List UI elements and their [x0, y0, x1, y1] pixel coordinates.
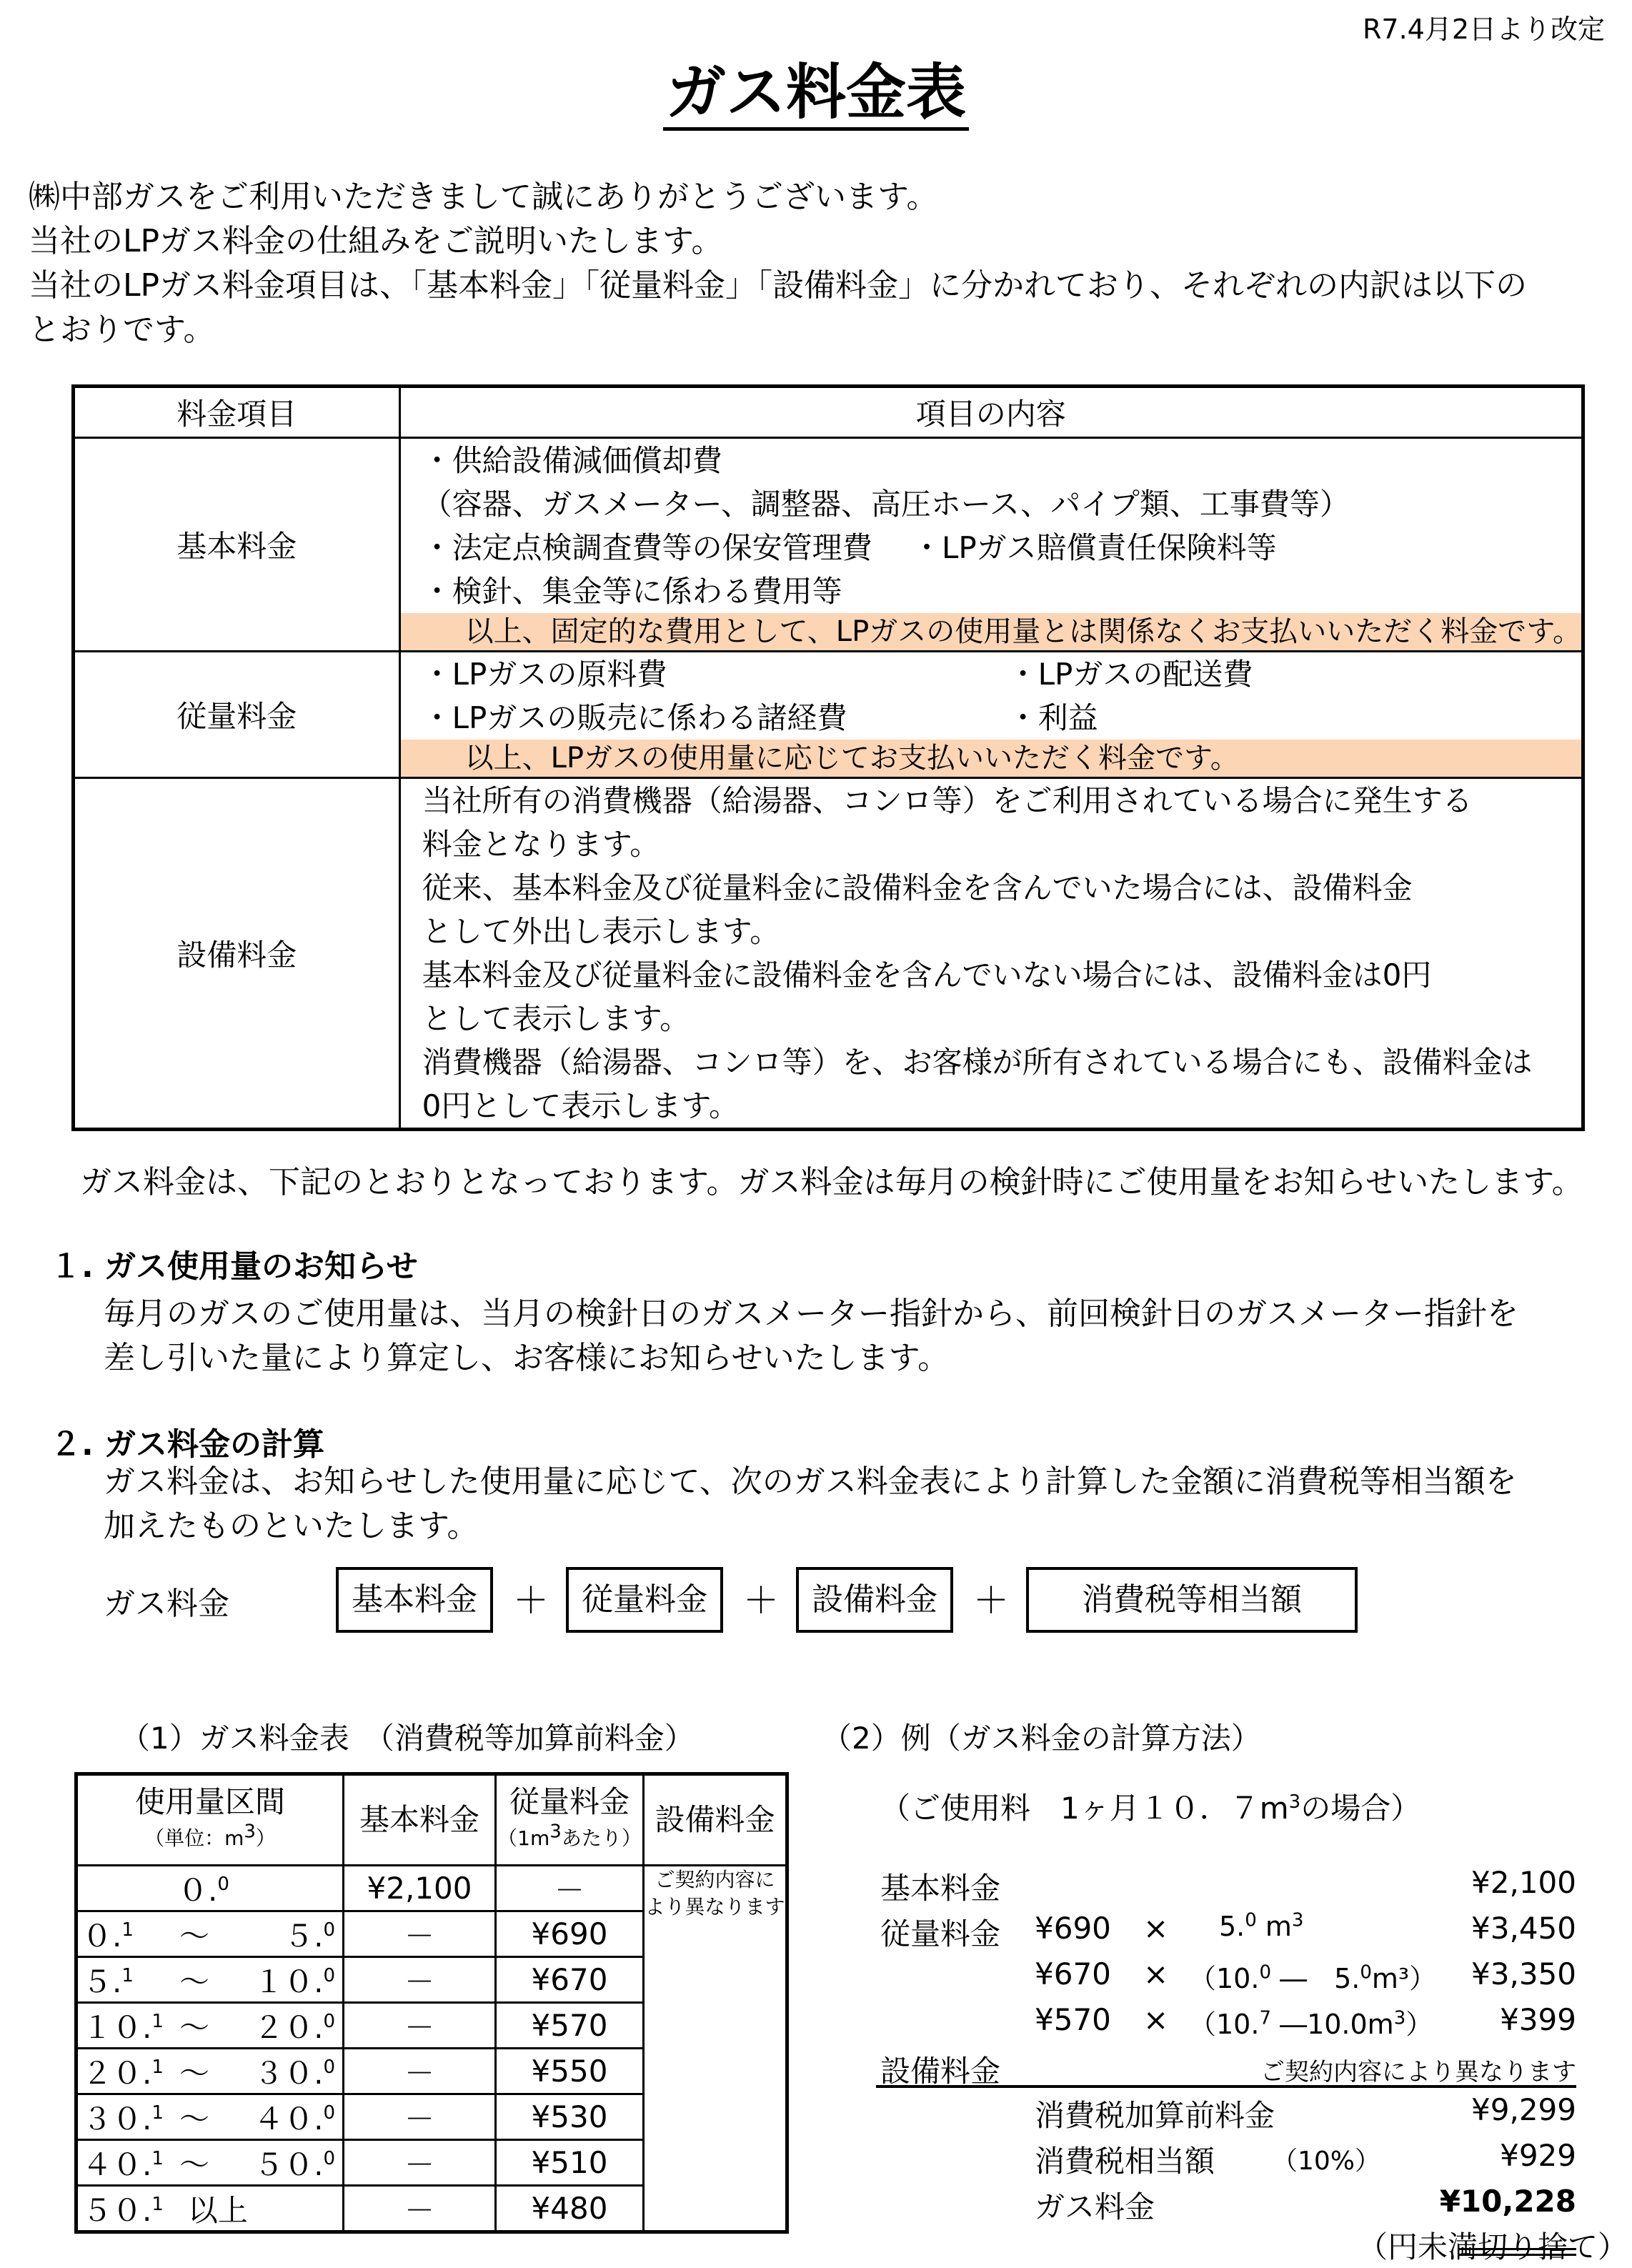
range-to: ２０.$^0$: [254, 2009, 335, 2045]
usage-line: [422, 652, 1581, 696]
intro-paragraph: [29, 175, 1608, 352]
usage-fee-label: 従量料金: [74, 652, 400, 778]
equip-line: 基本料金及び従量料金に設備料金を含んでいない場合には、設備料金は0円: [422, 958, 1432, 993]
range-from: ４０.$^1$: [82, 2147, 164, 2182]
base-fee-cell: －: [344, 2140, 496, 2186]
usage-amount: ¥3,450: [1471, 1911, 1576, 1946]
equip-line: 消費機器（給湯器、コンロ等）を、お客様が所有されている場合にも、設備料金は: [422, 1045, 1533, 1080]
intro-line: とおりです。: [29, 312, 215, 348]
unit-price-cell: ¥530: [496, 2094, 644, 2140]
example-subtitle-post: の場合）: [1300, 1791, 1421, 1826]
range-to: １０.$^0$: [254, 1964, 335, 1999]
range-to: ５０.$^0$: [254, 2147, 335, 2182]
range-tilde: ～: [179, 2101, 210, 2137]
intro-line: ㈱中部ガスをご利用いただきまして誠にありがとうございます。: [29, 179, 938, 215]
equipment-note-line: より異なります: [645, 1895, 785, 1919]
section2-line: 加えたものといたします。: [104, 1508, 479, 1544]
plus-sign: ＋: [513, 1580, 549, 1621]
unit-sub-end: あたり）: [561, 1826, 642, 1850]
section2-body: [104, 1460, 1517, 1548]
equip-line: 当社所有の消費機器（給湯器、コンロ等）をご利用されている場合に発生する: [422, 783, 1473, 818]
base-fee-cell: －: [344, 2003, 496, 2049]
range-text: [78, 2050, 342, 2093]
fee-overview-table: [71, 384, 1585, 1131]
range-tilde: ～: [179, 1964, 210, 1999]
example-subtitle-sup: 3: [1288, 1791, 1301, 1813]
revision-date: R7.4月2日より改定: [1362, 14, 1605, 45]
range-tilde: ～: [179, 1918, 210, 1954]
unit-price-cell: ¥550: [496, 2049, 644, 2094]
example-subtitle: [880, 1785, 1420, 1828]
unit-price-cell: ¥570: [496, 2003, 644, 2049]
example-tax-amount: ¥929: [1500, 2138, 1576, 2173]
usage-amount: ¥3,350: [1471, 1956, 1576, 1991]
range-text: ０.$^0$: [178, 1872, 229, 1908]
header-fee-item: 料金項目: [74, 387, 400, 438]
formula-box-basic: 基本料金: [336, 1567, 493, 1633]
base-fee-cell: －: [344, 1911, 496, 1957]
range-unit-sup: 3: [244, 1821, 256, 1843]
section1-body: [104, 1292, 1518, 1381]
base-fee-cell: －: [344, 2049, 496, 2094]
unit-price-cell: ¥670: [496, 1957, 644, 2003]
basic-line: ・検針、集金等に係わる費用等: [422, 574, 842, 609]
equip-line: として外出し表示します。: [422, 914, 780, 949]
basic-fee-label: 基本料金: [74, 438, 400, 652]
header-fee-content: 項目の内容: [399, 387, 1583, 438]
usage-fee-content: [399, 652, 1583, 778]
usage-unit-price: ¥570: [1035, 2002, 1111, 2037]
equipment-fee-cell: [644, 1866, 787, 2232]
usage-quantity: （10.$^0$ ― 5.$^0$m³）: [1189, 1961, 1437, 1994]
example-pretax-amount: ¥9,299: [1471, 2092, 1576, 2127]
section2-line: ガス料金は、お知らせした使用量に応じて、次のガス料金表により計算した金額に消費税等相当額を: [104, 1463, 1517, 1500]
example-total-label: ガス料金: [1035, 2189, 1155, 2224]
page-title-text: ガス料金表: [663, 57, 969, 131]
rate-table-caption: （1）ガス料金表 （消費税等加算前料金）: [120, 1721, 695, 1756]
range-cell: [76, 2003, 344, 2049]
billing-sentence: ガス料金は、下記のとおりとなっております。ガス料金は毎月の検針時にご使用量をお知らせいたします。: [80, 1164, 1583, 1200]
range-unit: [144, 1821, 276, 1850]
usage-unit-price: ¥690: [1035, 1911, 1111, 1946]
base-fee-cell: －: [344, 2186, 496, 2232]
section2-heading: ２. ガス料金の計算: [50, 1426, 325, 1463]
intro-line: 当社のLPガス料金項目は、「基本料金」「従量料金」「設備料金」に分かれており、それぞれの内訳は以下の: [29, 267, 1528, 304]
section1-heading: １. ガス使用量のお知らせ: [50, 1248, 418, 1285]
plus-sign: ＋: [743, 1580, 779, 1621]
range-text: [78, 2004, 342, 2047]
times-sign: ×: [1143, 1911, 1169, 1946]
example-total-amount: ¥10,228: [1439, 2184, 1576, 2219]
formula-box-equipment: 設備料金: [796, 1567, 953, 1633]
range-cell: [76, 1957, 344, 2003]
times-sign: ×: [1143, 2002, 1169, 2037]
example-subtitle-pre: （ご使用料 1ヶ月１０．７m: [880, 1791, 1289, 1826]
basic-line: ・法定点検調査費等の保安管理費 ・LPガス賠償責任保険料等: [422, 530, 1277, 565]
unit-sub-sup: 3: [549, 1821, 562, 1843]
times-sign: ×: [1143, 1956, 1169, 1991]
usage-right: ・利益: [1007, 700, 1098, 735]
range-tilde: ～: [179, 2147, 210, 2182]
range-text: [78, 1959, 342, 2001]
example-tax-label: 消費税相当額: [1035, 2144, 1215, 2179]
rate-row: [76, 1866, 787, 1911]
equip-line: 料金となります。: [422, 827, 660, 862]
usage-line: [422, 696, 1581, 740]
formula-box-usage: 従量料金: [566, 1567, 723, 1633]
intro-line: 当社のLPガス料金の仕組みをご説明いたします。: [29, 223, 723, 259]
section1-line: 差し引いた量により算定し、お客様にお知らせいたします。: [104, 1340, 950, 1376]
basic-line: （容器、ガスメーター、調整器、高圧ホース、パイプ類、工事費等）: [422, 487, 1350, 522]
equipment-fee-label: 設備料金: [74, 778, 400, 1130]
range-unit-end: ）: [255, 1826, 276, 1850]
range-text: [78, 1913, 342, 1956]
range-tilde: ～: [179, 2055, 210, 2091]
usage-quantity: 5.$^0$ $m^3$: [1219, 1909, 1304, 1942]
example-basic-amount: ¥2,100: [1471, 1865, 1576, 1900]
formula-box-tax: 消費税等相当額: [1026, 1567, 1358, 1633]
range-cell: [76, 2140, 344, 2186]
range-tilde: ～: [179, 2009, 210, 2045]
usage-left: ・LPガスの販売に係わる諸経費: [422, 700, 847, 735]
usage-amount: ¥399: [1500, 2002, 1576, 2037]
basic-fee-content: [399, 438, 1583, 652]
equip-line: として表示します。: [422, 1001, 690, 1036]
unit-sub: [497, 1821, 642, 1850]
range-to: ４０.$^0$: [254, 2101, 335, 2137]
equipment-fee-content: [399, 778, 1583, 1130]
unit-header-text: 従量料金: [509, 1784, 630, 1819]
unit-price-cell: ¥510: [496, 2140, 644, 2186]
usage-fee-note: 以上、LPガスの使用量に応じてお支払いいただく料金です。: [401, 740, 1581, 777]
range-unit-text: （単位：m: [144, 1826, 244, 1850]
equipment-note-line: ご契約内容に: [655, 1868, 775, 1891]
range-to: ５.$^0$: [284, 1918, 335, 1954]
range-from: ０.$^1$: [82, 1918, 134, 1954]
base-fee-cell: ¥2,100: [344, 1866, 496, 1911]
range-from: ５.$^1$: [82, 1964, 134, 1999]
example-usage-label: 従量料金: [880, 1916, 1001, 1951]
rate-header-unit: [496, 1774, 644, 1866]
range-header-text: 使用量区間: [134, 1784, 285, 1819]
basic-line: ・供給設備減価償却費: [422, 443, 722, 478]
base-fee-cell: －: [344, 2094, 496, 2140]
rate-header-range: [76, 1774, 344, 1866]
unit-price-cell: ¥690: [496, 1911, 644, 1957]
range-cell: [76, 1911, 344, 1957]
equip-line: 従来、基本料金及び従量料金に設備料金を含んでいた場合には、設備料金: [422, 870, 1413, 905]
unit-price-cell: －: [496, 1866, 644, 1911]
rate-header-base: 基本料金: [344, 1774, 496, 1866]
rate-table: [74, 1772, 789, 2234]
range-cell: [76, 2186, 344, 2232]
example-pretax-label: 消費税加算前料金: [1035, 2098, 1275, 2133]
formula-label: ガス料金: [104, 1586, 229, 1622]
example-tax-rate: （10%）: [1272, 2147, 1381, 2176]
example-equip-label: 設備料金: [880, 2054, 1001, 2089]
example-equip-note: ご契約内容により異なります: [1260, 2058, 1576, 2087]
range-cell: [76, 2049, 344, 2094]
plus-sign: ＋: [973, 1580, 1009, 1621]
range-cell: [76, 2094, 344, 2140]
range-from: ２０.$^1$: [82, 2055, 164, 2091]
section1-line: 毎月のガスのご使用量は、当月の検針日のガスメーター指針から、前回検針日のガスメーター指針を: [104, 1295, 1518, 1332]
usage-quantity: （10.$^7$ $―10.0m^3$）: [1189, 2007, 1433, 2040]
usage-unit-price: ¥670: [1035, 1956, 1111, 1991]
range-from: ３０.$^1$: [82, 2101, 164, 2137]
example-basic-label: 基本料金: [880, 1871, 1001, 1906]
base-fee-cell: －: [344, 1957, 496, 2003]
rate-header-equipment: 設備料金: [644, 1774, 787, 1866]
usage-left: ・LPガスの原料費: [422, 657, 667, 692]
rounding-note: （円未満切り捨て）: [1358, 2229, 1628, 2264]
range-text: [78, 2142, 342, 2184]
example-caption: （2）例（ガス料金の計算方法）: [822, 1721, 1261, 1756]
range-from: １０.$^1$: [82, 2009, 164, 2045]
example-separator: [876, 2085, 1576, 2088]
range-to: ３０.$^0$: [254, 2055, 335, 2091]
unit-sub-text: （1m: [497, 1826, 550, 1850]
range-cell: [76, 1866, 344, 1911]
range-text: ５０.$^1$ 以上: [82, 2192, 248, 2228]
usage-right: ・LPガスの配送費: [1007, 657, 1253, 692]
basic-fee-note: 以上、固定的な費用として、LPガスの使用量とは関係なくお支払いいただく料金です。: [401, 613, 1581, 650]
page-title: [0, 44, 1632, 131]
unit-price-cell: ¥480: [496, 2186, 644, 2232]
equip-line: 0円として表示します。: [422, 1088, 739, 1123]
range-text: [78, 2096, 342, 2139]
